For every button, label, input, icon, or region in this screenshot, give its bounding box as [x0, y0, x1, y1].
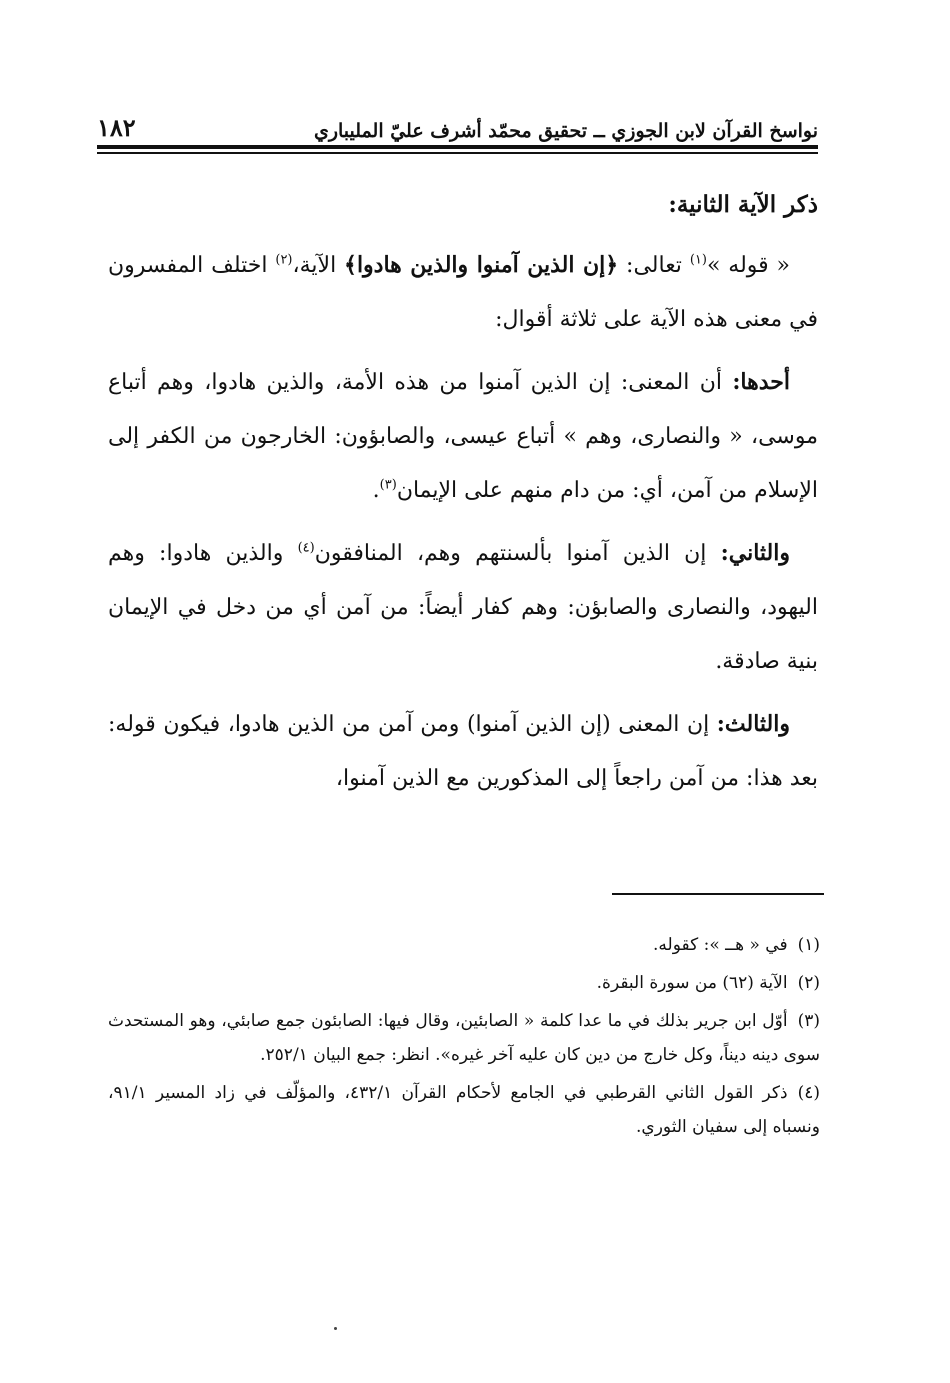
footnote-ref-1: (١): [689, 252, 707, 268]
section-heading: ذكر الآية الثانية:: [668, 191, 818, 218]
opinion-lead-third: والثالث:: [716, 711, 790, 737]
footnote-number: (١): [797, 935, 820, 955]
footnote-ref-4: (٤): [297, 540, 315, 556]
running-title: نواسخ القرآن لابن الجوزي ــ تحقيق محمّد أشرف عليّ المليباري: [313, 120, 818, 142]
opinion-lead-second: والثاني:: [720, 540, 790, 566]
header-rule-thick: [97, 145, 818, 149]
footnote-text: الآية (٦٢) من سورة البقرة.: [596, 973, 788, 993]
text-segment: .: [372, 478, 380, 503]
footnote-item: [108, 928, 820, 962]
header-rule-thin: [97, 152, 818, 154]
paragraph-first-opinion: [108, 355, 818, 518]
paragraph-intro: [108, 238, 818, 347]
text-segment: أن المعنى: إن الذين آمنوا من هذه الأمة، والذين هادوا، وهم أتباع موسى، « والنصارى، وهم » أتباع عيسى، والصابؤون: الخارجون من الكفر إلى الإسلام من آمن، أي: من دام منهم على الإيمان: [108, 370, 818, 503]
paragraph-second-opinion: [108, 526, 818, 689]
text-segment: الآية،: [292, 253, 345, 278]
footnote-item: [108, 966, 820, 1000]
page-number: ١٨٢: [97, 113, 136, 142]
footnotes: [108, 928, 820, 1148]
footnote-separator: [612, 893, 824, 895]
quran-verse: ﴿إن الذين آمنوا والذين هادوا﴾: [344, 252, 619, 278]
footnote-ref-3: (٣): [379, 477, 397, 493]
page-header: [97, 112, 818, 142]
footnote-text: أوّل ابن جرير بذلك في ما عدا كلمة « الصابئين، وقال فيها: الصابئون جمع صابئي، وهو المستحدث سوى دينه ديناً، وكل خارج من دين كان عليه آخر غيره». انظر: جمع البيان ٢٥٢/١.: [108, 1011, 820, 1065]
paragraph-third-opinion: [108, 697, 818, 806]
opinion-lead-first: أحدها:: [732, 369, 790, 395]
text-segment: تعالى:: [618, 253, 690, 278]
footnote-ref-2: (٢): [275, 252, 293, 268]
main-text: [108, 178, 818, 814]
text-segment: إن المعنى (إن الذين آمنوا) ومن آمن من الذين هادوا، فيكون قوله: بعد هذا: من آمن راجعاً إلى المذكورين مع الذين آمنوا،: [108, 712, 818, 791]
text-segment: والذين هادوا: وهم اليهود، والنصارى والصابؤن: وهم كفار أيضاً: من آمن أي من دخل في الإيمان بنية صادقة.: [108, 541, 818, 674]
footnote-text: في « هــ »: كقوله.: [653, 935, 788, 955]
quote-phrase: « قوله »: [706, 253, 790, 278]
footnote-number: (٢): [797, 973, 820, 993]
scan-speck: [334, 1327, 337, 1330]
footnote-item: [108, 1004, 820, 1072]
footnote-number: (٤): [797, 1083, 820, 1103]
text-segment: اختلف المفسرون في معنى هذه الآية على ثلاثة أقوال:: [108, 253, 818, 332]
footnote-number: (٣): [797, 1011, 820, 1031]
footnote-text: ذكر القول الثاني القرطبي في الجامع لأحكام القرآن ٤٣٢/١، والمؤلّف في زاد المسير ٩١/١، ونسباه إلى سفيان الثوري.: [108, 1083, 820, 1137]
footnote-item: [108, 1076, 820, 1144]
text-segment: إن الذين آمنوا بألسنتهم وهم، المنافقون: [314, 541, 721, 566]
